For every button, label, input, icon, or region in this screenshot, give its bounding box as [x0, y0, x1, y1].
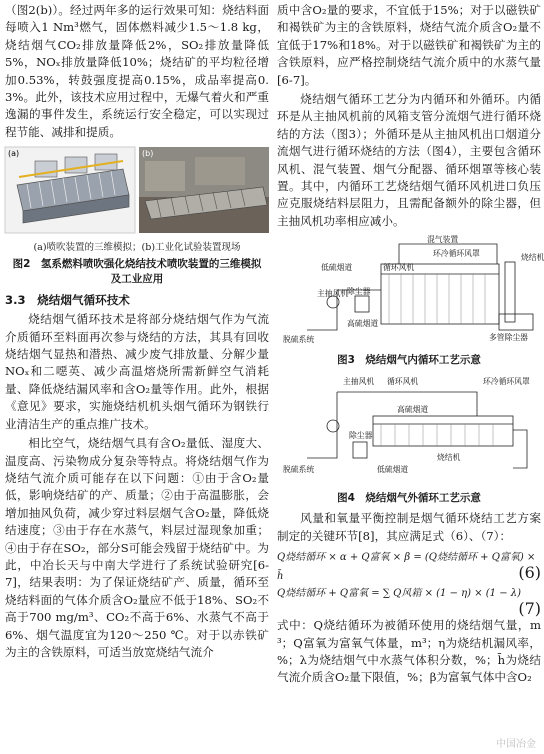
fig4-high-flue: 高硫烟道 [397, 405, 429, 415]
right-paragraph-4: 式中：Q烧结循环为被循环使用的烧结烟气量，m³；Q富氧为富氧气体量，m³；η为烧结机漏风率，%；λ为烧结烟气中水蒸气体积分数，%；h̄为烧结气流介质含O₂量下限值，%；β为富氧气体中含O₂ [277, 618, 541, 685]
fig3-mix-device: 混气装置 [427, 235, 459, 245]
fig3-high-flue: 高硫烟道 [347, 319, 379, 329]
fig3-main-fan: 主抽风机 [317, 289, 349, 299]
figure-3-diagram [277, 234, 544, 346]
figure-2-caption-line-1: 图2 氢系燃料喷吹强化烧结技术喷吹装置的三维模拟 [12, 258, 262, 271]
fig4-main-fan: 主抽风机 [343, 377, 375, 387]
fig3-cycle-fan: 循环风机 [383, 263, 415, 273]
figure-4-diagram [277, 372, 541, 484]
fig4-sinter-machine: 烧结机 [437, 453, 461, 463]
figure-2-subcaption: (a)喷吹装置的三维模拟；(b)工业化试验装置现场 [33, 242, 241, 254]
fig4-dust-remover: 除尘器 [349, 431, 373, 441]
fig3-sinter-machine: 烧结机 [521, 253, 544, 263]
fig2-label-b: (b) [142, 149, 154, 159]
left-column [5, 2, 269, 661]
equation-7-number: (7) [518, 599, 541, 619]
equation-7 [277, 581, 541, 599]
fig3-cycle-hood: 环冷循环风罩 [433, 249, 480, 259]
fig3-dust-remover: 除尘器 [347, 287, 371, 297]
section-heading: 3.3 烧结烟气循环技术 [5, 293, 130, 308]
left-paragraph-2: 烧结烟气循环技术是将部分烧结烟气作为气流介质循环至料面再次参与烧结的方法，其具有回收烧结烟气显热和潜热、减少废气排放量、分解少量NOₓ和二噁英、减少高温熔烧所需新鲜空气消耗量、降低烧结漏风率和含O₂量等作用。此外，根据《意见》要求，实施烧结机机头烟气循环为钢铁行业清洁生产的重点推广技术。 [5, 312, 269, 431]
fig3-multi-dust: 多管除尘器 [489, 333, 528, 343]
figure-2-caption [5, 257, 269, 287]
equation-6-text: Q烧结循环 × α + Q富氧 × β = (Q烧结循环 + Q富氧) × h̄ [277, 552, 536, 583]
left-paragraph-1: （图2(b)）。经过两年多的运行效果可知：烧结料面每喷入1 Nm³燃气，固体燃料减少1.5～1.8 kg，烧结烟气CO₂排放量降低2%，SO₂排放量降低5%，NOₓ排放量降低10%；烧结矿的平均粒径增加0.53%，转鼓强度提高0.15%，成品率提高0.3%。此外，该技术应用过程中，无爆气着火和严重逸漏的事件发生，系统运行安全稳定，可以实现过程节能、减排和提质。 [5, 3, 269, 139]
fig4-cycle-fan: 循环风机 [387, 377, 419, 387]
right-paragraph-2: 烧结烟气循环工艺分为内循环和外循环。内循环是从主抽风机前的风箱支管分流烟气进行循环烧结的方法（图3）；外循环是从主抽风机出口烟道分流烟气进行循环烧结的方法（图4），主要包含循环风机、混气装置、烟气分配器、循环烟罩等核心装置。其中，内循环工艺烧结烟气循环风机进口负压应克服烧结料层阻力，且需配备额外的除尘器，但主抽风机功率相应减小。 [277, 92, 541, 228]
figure-3 [277, 234, 544, 368]
right-column [277, 2, 544, 687]
fig4-low-flue: 低硫烟道 [377, 465, 409, 475]
fig3-desulfur: 脱硫系统 [283, 335, 315, 345]
equation-7-text: Q烧结循环 + Q富氧 = ∑ Q风箱 × (1 − η) × (1 − λ) [277, 588, 521, 600]
fig4-desulfur: 脱硫系统 [283, 465, 315, 475]
fig2-label-a: (a) [8, 149, 20, 159]
figure-4 [277, 372, 541, 506]
figure-3-caption: 图3 烧结烟气内循环工艺示意 [337, 354, 481, 367]
fig4-cycle-hood: 环冷循环风罩 [483, 377, 530, 387]
right-paragraph-1: 质中含O₂量的要求，不宜低于15%；对于以磁铁矿和褐铁矿为主的含铁原料，烧结气流介质含O₂量不宜低于17%和18%。对于以磁铁矿和褐铁矿为主的含铁原料，应严格控制烧结气流介质中的水蒸气量[6-7]。 [277, 3, 541, 87]
figure-2 [5, 147, 269, 287]
figure-2-images [5, 147, 269, 235]
equation-6 [277, 545, 541, 583]
figure-4-caption: 图4 烧结烟气外循环工艺示意 [337, 492, 481, 505]
equation-7-number-row [277, 599, 541, 617]
watermark: 中国冶金 [496, 739, 536, 750]
equation-6-number-row [277, 563, 541, 581]
figure-2-caption-line-2: 及工业应用 [110, 273, 164, 286]
left-paragraph-3: 相比空气，烧结烟气具有含O₂量低、湿度大、温度高、污染物成分复杂等特点。将烧结烟气作为烧结气流介质可能存在以下问题：①由于含O₂量低，影响烧结矿的产、质量；②由于高温膨胀，会增加抽风负荷，减少穿过料层烟气含O₂量，降低烧结速度；③由于存在水蒸气，料层过湿现象加重；④由于存在SO₂，部分S可能会残留于烧结矿中。为此，中冶长天与中南大学进行了系统试验研究[6-7]，结果表明：为了保证烧结矿产、质量，循环至烧结料面的气体介质含O₂量应不低于18%、SO₂不高于700 mg/m³、CO₂不高于6%、水蒸气不高于6%、烟气温度宜为120～250 ℃。对于以赤铁矿为主的含铁原料，可适当放宽烧结气流介 [5, 436, 269, 659]
fig3-low-flue: 低硫烟道 [321, 263, 353, 273]
equation-6-number: (6) [518, 563, 541, 583]
right-paragraph-3: 风量和氧量平衡控制是烟气循环烧结工艺方案制定的关键环节[8]，其应满足式（6）、（7）： [277, 511, 541, 543]
